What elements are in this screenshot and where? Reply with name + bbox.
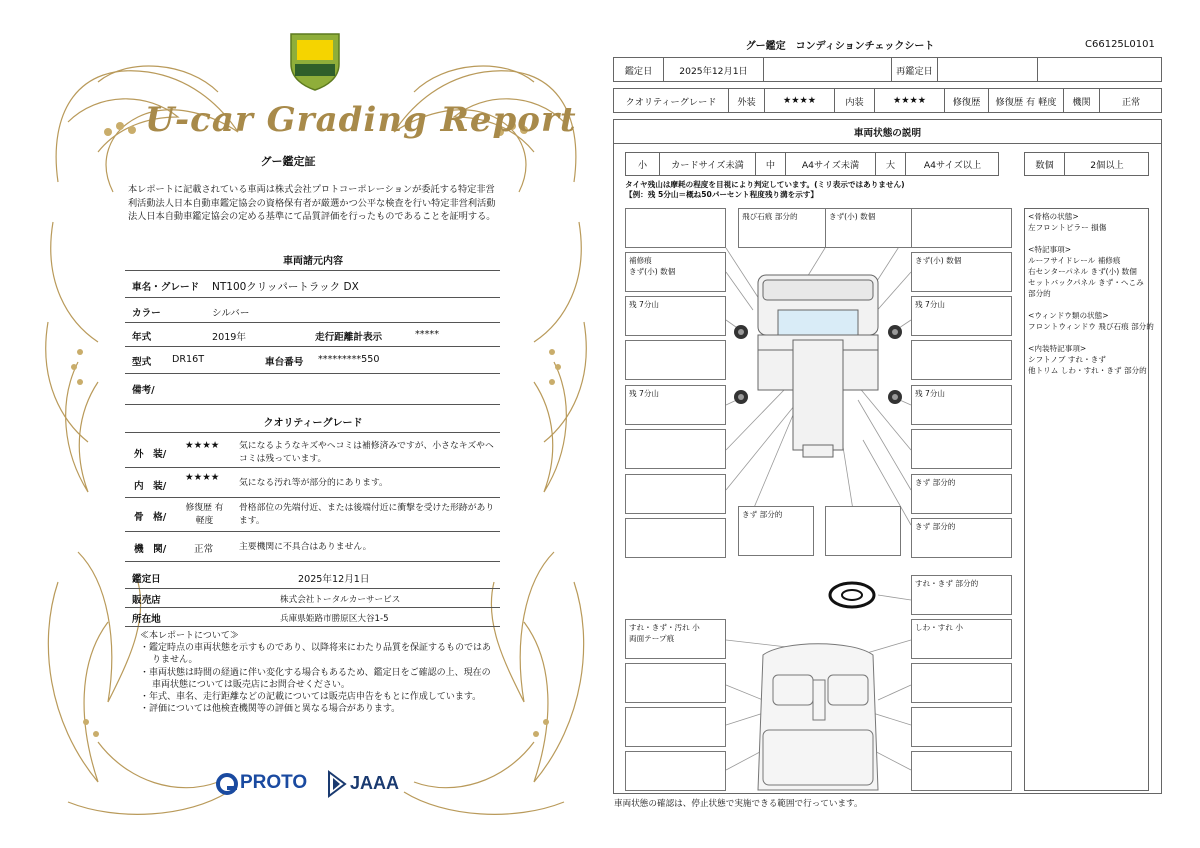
int-label: 内装	[835, 89, 875, 112]
grade-frame-desc: 骨格部位の先端付近、または後端付近に衝撃を受けた形跡があります。	[239, 503, 495, 526]
legend-medium: 中	[756, 153, 786, 175]
proto-brand: PROTO	[240, 772, 308, 793]
condition-heading: 車両状態の説明	[614, 120, 1161, 144]
diagram-box-stone-chip: 飛び石痕 部分的	[738, 208, 839, 248]
legend-small-desc: カードサイズ未満	[660, 153, 756, 175]
sheet-title: グー鑑定 コンディションチェックシート	[745, 41, 935, 52]
remarks-label: 備考/	[132, 385, 155, 396]
grade-frame-label: 骨 格/	[134, 512, 167, 523]
reappraisal-label: 再鑑定日	[892, 58, 938, 81]
report-title: U-car Grading Report	[145, 100, 577, 140]
grade-heading: クオリティーグレード	[263, 418, 363, 429]
grade-frame-value: 修復歴 有 軽度	[185, 503, 224, 526]
tire-note: タイヤ残山は摩耗の程度を目視により判定しています。(ミリ表示ではありません)	[625, 180, 905, 189]
diagram-box-scratch: きず 部分的	[738, 506, 814, 556]
grade-exterior-desc: 気になるようなキズやヘコミは補修済みですが、小さなキズやヘコミは残っています。	[239, 441, 494, 464]
report-notes	[140, 630, 495, 715]
grade-exterior-label: 外 装/	[134, 449, 167, 460]
year-value: 2019年	[212, 332, 247, 343]
legend-large-desc: A4サイズ以上	[923, 160, 982, 171]
note-item: ・年式、車名、走行距離などの記載については販売店申告をもとに作成しています。	[140, 692, 482, 703]
count-label: 数個	[1025, 153, 1065, 175]
dealer-value: 株式会社トータルカーサービス	[280, 595, 401, 605]
proto-logo-icon	[215, 772, 239, 796]
certificate-subtitle: グー鑑定証	[260, 155, 316, 168]
engine-value: 正常	[1121, 96, 1141, 108]
grade-interior-label: 内 装/	[134, 481, 167, 492]
reappraisal-empty	[1038, 58, 1162, 81]
goo-appraisal-logo	[285, 30, 345, 92]
notes-heading: ≪本レポートについて≫	[140, 631, 239, 641]
sheet-code: C66125L0101	[1085, 39, 1155, 50]
tire-rear-left: 残 7分山	[625, 385, 726, 425]
diagram-box	[911, 208, 1012, 248]
appraisal-date-value: 2025年12月1日	[298, 574, 370, 585]
date-empty	[764, 58, 892, 81]
grade-engine-value: 正常	[194, 544, 214, 555]
appraisal-date-label: 鑑定日	[132, 574, 161, 585]
engine-label: 機関	[1064, 89, 1100, 112]
grade-row-label: クオリティーグレード	[614, 89, 729, 112]
diagram-box	[911, 340, 1012, 380]
model-label: 型式	[132, 357, 152, 368]
diagram-box-scratch: きず(小) 数個	[825, 208, 926, 248]
reappraisal-value	[938, 58, 1038, 81]
specs-heading: 車両諸元内容	[283, 256, 343, 267]
grade-engine-desc: 主要機関に不具合はありません。	[239, 542, 372, 552]
special-notes-panel: <骨格の状態> 左フロントピラー 損傷 <特記事項> ルーフサイドレール 補修痕 右センターパネル きず(小) 数個 セットバックパネル きず・へこみ 部分的 <ウィンドウ類の状態> フロントウィンドウ 飛び石痕 部分的 <内装特記事項> シフトノブ すれ・きず 他トリム しわ・すれ・きず 部分的	[1024, 208, 1149, 791]
diagram-box	[625, 518, 726, 558]
diagram-box-scratch: きず(小) 数個	[911, 252, 1012, 292]
date-label: 鑑定日	[614, 58, 664, 81]
tire-rear-right: 残 7分山	[911, 385, 1012, 425]
diagram-box	[625, 429, 726, 469]
ext-label: 外装	[729, 89, 765, 112]
car-name-label: 車名・グレード	[132, 282, 200, 293]
grade-row	[613, 88, 1162, 113]
diagram-box	[625, 751, 726, 791]
note-item: ・車両状態は時間の経過に伴い変化する場合もあるため、鑑定日をご確認の上、現在の車両状態については販売店にお問合せください。	[140, 667, 491, 690]
address-value: 兵庫県姫路市勝原区大谷1-5	[280, 614, 389, 624]
diagram-box	[911, 707, 1012, 747]
jaaa-brand: JAAA	[350, 773, 400, 793]
mileage-label: 走行距離計表示	[315, 332, 383, 343]
chassis-label: 車台番号	[265, 357, 304, 368]
grade-interior-desc: 気になる汚れ等が部分的にあります。	[239, 478, 388, 488]
diagram-box	[911, 663, 1012, 703]
count-legend	[1024, 152, 1149, 176]
repair-label: 修復歴	[945, 89, 989, 112]
note-item: ・鑑定時点の車両状態を示すものであり、以降将来にわたり品質を保証するものではありません。	[140, 643, 492, 666]
mileage-value: *****	[415, 329, 439, 340]
grade-interior-value: ★★★★	[185, 472, 220, 483]
repair-value: 修復歴 有 軽度	[989, 89, 1064, 112]
color-label: カラー	[132, 308, 161, 319]
diagram-box	[911, 751, 1012, 791]
ext-value: ★★★★	[765, 89, 835, 112]
dealer-label: 販売店	[132, 595, 161, 606]
car-name-value: NT100クリッパートラック DX	[212, 281, 359, 293]
diagram-box	[825, 506, 901, 556]
diagram-box	[625, 663, 726, 703]
diagram-box-interior: しわ・すれ 小	[911, 619, 1012, 659]
tire-example: 【例：残 5分山＝概ね50パーセント程度残り溝を示す】	[625, 190, 818, 199]
diagram-box-scratch: きず 部分的	[911, 474, 1012, 514]
tire-front-right: 残 7分山	[911, 296, 1012, 336]
year-label: 年式	[132, 332, 152, 343]
chassis-value: *********550	[318, 354, 380, 365]
note-item: ・評価については他検査機関等の評価と異なる場合があります。	[140, 704, 401, 715]
legend-small: 小	[626, 153, 660, 175]
legend-large: 大	[876, 153, 906, 175]
diagram-box-steering: すれ・きず 部分的	[911, 575, 1012, 615]
diagram-box	[911, 429, 1012, 469]
int-value: ★★★★	[875, 89, 945, 112]
diagram-box	[625, 340, 726, 380]
count-desc: 2個以上	[1090, 160, 1124, 171]
model-value: DR16T	[172, 354, 205, 365]
date-value: 2025年12月1日	[664, 58, 764, 81]
diagram-box	[625, 707, 726, 747]
grade-exterior-value: ★★★★	[185, 440, 220, 451]
grade-engine-label: 機 関/	[134, 544, 167, 555]
diagram-box-interior: すれ・きず・汚れ 小 両面テープ痕	[625, 619, 726, 659]
date-row	[613, 57, 1162, 82]
steering-wheel-icon	[830, 583, 874, 607]
color-value: シルバー	[212, 308, 250, 319]
diagram-box	[625, 208, 726, 248]
legend-medium-desc: A4サイズ未満	[786, 153, 876, 175]
diagram-box-scratch: きず 部分的	[911, 518, 1012, 558]
size-legend	[625, 152, 999, 176]
address-label: 所在地	[132, 614, 161, 625]
tire-front-left: 残 7分山	[625, 296, 726, 336]
diagram-box-repair: 補修痕 きず(小) 数個	[625, 252, 726, 292]
sheet-footer: 車両状態の確認は、停止状態で実施できる範囲で行っています。	[614, 799, 863, 809]
diagram-box	[625, 474, 726, 514]
jaaa-logo-icon	[327, 770, 347, 798]
certificate-intro: 本レポートに記載されている車両は株式会社プロトコーポレーションが委託する特定非営利活動法人日本自動車鑑定協会の資格保有者が厳選かつ公平な検査を行い特定非営利活動法人日本自動車鑑定協会の定める基準にて品質評価を行ったものであることを証明する。	[128, 184, 496, 222]
